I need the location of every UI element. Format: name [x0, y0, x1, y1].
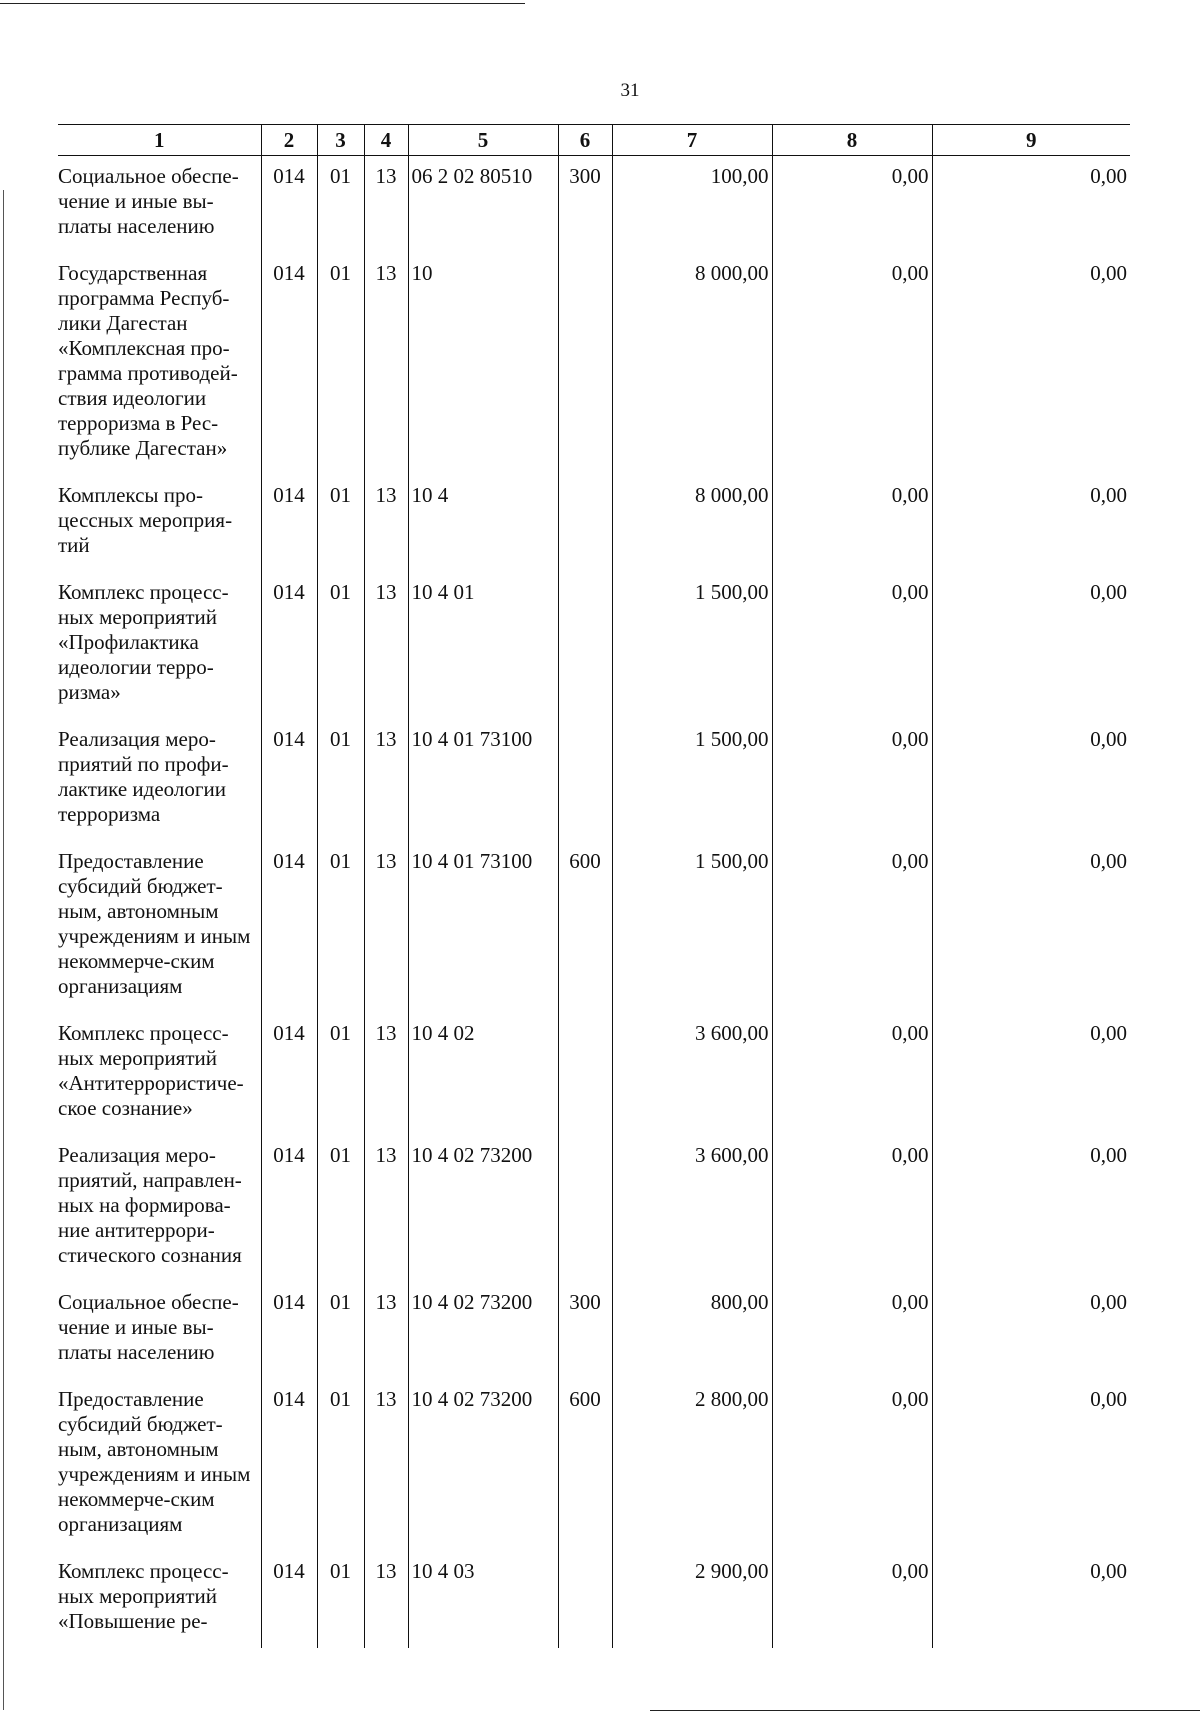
cell-amount-2026: 0,00: [932, 1013, 1130, 1135]
cell-amount-2024: 2 900,00: [612, 1551, 772, 1648]
cell-admin-code: 014: [261, 1013, 317, 1135]
cell-amount-2025: 0,00: [772, 719, 932, 841]
cell-amount-2024: 2 800,00: [612, 1379, 772, 1551]
cell-expense-type: [558, 1551, 612, 1648]
header-col-4: 4: [364, 125, 408, 156]
table-row: [58, 1282, 1130, 1379]
cell-section-code: 01: [317, 1013, 364, 1135]
cell-expense-type: [558, 572, 612, 719]
cell-row-name: Социальное обеспе-чение и иные вы-платы населению: [58, 1282, 261, 1379]
cell-row-name: Комплекс процесс-ных мероприятий «Профилактика идеологии терро-ризма»: [58, 572, 261, 719]
cell-expense-type: 600: [558, 1379, 612, 1551]
cell-amount-2025: 0,00: [772, 841, 932, 1013]
cell-amount-2025: 0,00: [772, 475, 932, 572]
cell-section-code: 01: [317, 253, 364, 475]
cell-amount-2026: 0,00: [932, 719, 1130, 841]
cell-subsection-code: 13: [364, 156, 408, 254]
cell-target-article: 10 4 01: [408, 572, 558, 719]
cell-amount-2024: 3 600,00: [612, 1013, 772, 1135]
top-border-line: [0, 3, 525, 4]
cell-amount-2024: 3 600,00: [612, 1135, 772, 1282]
cell-amount-2026: 0,00: [932, 156, 1130, 254]
cell-amount-2026: 0,00: [932, 1135, 1130, 1282]
cell-admin-code: 014: [261, 1282, 317, 1379]
cell-amount-2025: 0,00: [772, 1135, 932, 1282]
cell-row-name: Предоставление субсидий бюджет-ным, автономным учреждениям и иным некоммерче-ским организациям: [58, 1379, 261, 1551]
cell-section-code: 01: [317, 572, 364, 719]
cell-row-name: Реализация меро-приятий по профи-лактике идеологии терроризма: [58, 719, 261, 841]
table-row: [58, 841, 1130, 1013]
cell-section-code: 01: [317, 1551, 364, 1648]
page-number: 31: [620, 80, 640, 101]
cell-subsection-code: 13: [364, 1551, 408, 1648]
table-body: [58, 156, 1130, 1649]
cell-subsection-code: 13: [364, 719, 408, 841]
cell-target-article: 10 4 02: [408, 1013, 558, 1135]
table-header: [58, 125, 1130, 156]
cell-row-name: Комплексы про-цессных мероприя-тий: [58, 475, 261, 572]
cell-subsection-code: 13: [364, 572, 408, 719]
left-margin-line: [3, 190, 4, 1710]
cell-amount-2026: 0,00: [932, 253, 1130, 475]
table-row: [58, 1013, 1130, 1135]
cell-target-article: 10 4 03: [408, 1551, 558, 1648]
cell-admin-code: 014: [261, 841, 317, 1013]
cell-amount-2025: 0,00: [772, 572, 932, 719]
cell-section-code: 01: [317, 1282, 364, 1379]
cell-row-name: Государственная программа Респуб-лики Дагестан «Комплексная про-грамма противодей-ствия идеологии терроризма в Рес-публике Дагестан»: [58, 253, 261, 475]
cell-subsection-code: 13: [364, 1135, 408, 1282]
cell-admin-code: 014: [261, 475, 317, 572]
cell-row-name: Комплекс процесс-ных мероприятий «Повышение ре-: [58, 1551, 261, 1648]
table-row: [58, 1379, 1130, 1551]
cell-expense-type: [558, 719, 612, 841]
cell-section-code: 01: [317, 156, 364, 254]
cell-amount-2026: 0,00: [932, 475, 1130, 572]
cell-amount-2026: 0,00: [932, 841, 1130, 1013]
cell-target-article: 10 4: [408, 475, 558, 572]
cell-admin-code: 014: [261, 1551, 317, 1648]
cell-expense-type: 300: [558, 1282, 612, 1379]
header-col-6: 6: [558, 125, 612, 156]
header-row: [58, 125, 1130, 156]
cell-expense-type: 300: [558, 156, 612, 254]
cell-section-code: 01: [317, 841, 364, 1013]
cell-amount-2025: 0,00: [772, 1551, 932, 1648]
table-row: [58, 156, 1130, 254]
cell-amount-2025: 0,00: [772, 1379, 932, 1551]
cell-subsection-code: 13: [364, 1013, 408, 1135]
cell-admin-code: 014: [261, 719, 317, 841]
cell-expense-type: [558, 1013, 612, 1135]
cell-admin-code: 014: [261, 156, 317, 254]
cell-expense-type: [558, 1135, 612, 1282]
cell-amount-2024: 800,00: [612, 1282, 772, 1379]
header-col-8: 8: [772, 125, 932, 156]
header-col-5: 5: [408, 125, 558, 156]
cell-amount-2024: 1 500,00: [612, 719, 772, 841]
cell-row-name: Социальное обеспе-чение и иные вы-платы населению: [58, 156, 261, 254]
cell-amount-2024: 1 500,00: [612, 841, 772, 1013]
cell-amount-2026: 0,00: [932, 1551, 1130, 1648]
table-row: [58, 1135, 1130, 1282]
cell-admin-code: 014: [261, 253, 317, 475]
cell-section-code: 01: [317, 1379, 364, 1551]
header-col-7: 7: [612, 125, 772, 156]
cell-amount-2024: 8 000,00: [612, 253, 772, 475]
cell-target-article: 10 4 02 73200: [408, 1135, 558, 1282]
cell-admin-code: 014: [261, 1379, 317, 1551]
cell-amount-2025: 0,00: [772, 156, 932, 254]
cell-amount-2025: 0,00: [772, 1282, 932, 1379]
cell-amount-2025: 0,00: [772, 253, 932, 475]
budget-table: [58, 124, 1130, 1648]
cell-section-code: 01: [317, 475, 364, 572]
cell-section-code: 01: [317, 719, 364, 841]
cell-amount-2024: 8 000,00: [612, 475, 772, 572]
cell-row-name: Реализация меро-приятий, направлен-ных на формирова-ние антитеррори-стического сознания: [58, 1135, 261, 1282]
cell-subsection-code: 13: [364, 475, 408, 572]
cell-subsection-code: 13: [364, 253, 408, 475]
cell-subsection-code: 13: [364, 1379, 408, 1551]
table-row: [58, 253, 1130, 475]
cell-row-name: Комплекс процесс-ных мероприятий «Антитеррористиче-ское сознание»: [58, 1013, 261, 1135]
cell-target-article: 06 2 02 80510: [408, 156, 558, 254]
cell-amount-2026: 0,00: [932, 1282, 1130, 1379]
cell-row-name: Предоставление субсидий бюджет-ным, автономным учреждениям и иным некоммерче-ским организациям: [58, 841, 261, 1013]
table-row: [58, 475, 1130, 572]
header-col-2: 2: [261, 125, 317, 156]
cell-target-article: 10 4 02 73200: [408, 1379, 558, 1551]
cell-amount-2026: 0,00: [932, 1379, 1130, 1551]
cell-target-article: 10 4 01 73100: [408, 841, 558, 1013]
cell-expense-type: [558, 253, 612, 475]
cell-target-article: 10 4 02 73200: [408, 1282, 558, 1379]
cell-admin-code: 014: [261, 1135, 317, 1282]
header-col-1: 1: [58, 125, 261, 156]
cell-admin-code: 014: [261, 572, 317, 719]
cell-section-code: 01: [317, 1135, 364, 1282]
cell-amount-2026: 0,00: [932, 572, 1130, 719]
cell-amount-2025: 0,00: [772, 1013, 932, 1135]
table-row: [58, 719, 1130, 841]
header-col-3: 3: [317, 125, 364, 156]
table-row: [58, 1551, 1130, 1648]
cell-target-article: 10: [408, 253, 558, 475]
table-row: [58, 572, 1130, 719]
cell-expense-type: 600: [558, 841, 612, 1013]
cell-target-article: 10 4 01 73100: [408, 719, 558, 841]
cell-expense-type: [558, 475, 612, 572]
cell-amount-2024: 100,00: [612, 156, 772, 254]
cell-subsection-code: 13: [364, 1282, 408, 1379]
header-col-9: 9: [932, 125, 1130, 156]
bottom-border-line: [650, 1710, 1200, 1711]
cell-amount-2024: 1 500,00: [612, 572, 772, 719]
cell-subsection-code: 13: [364, 841, 408, 1013]
